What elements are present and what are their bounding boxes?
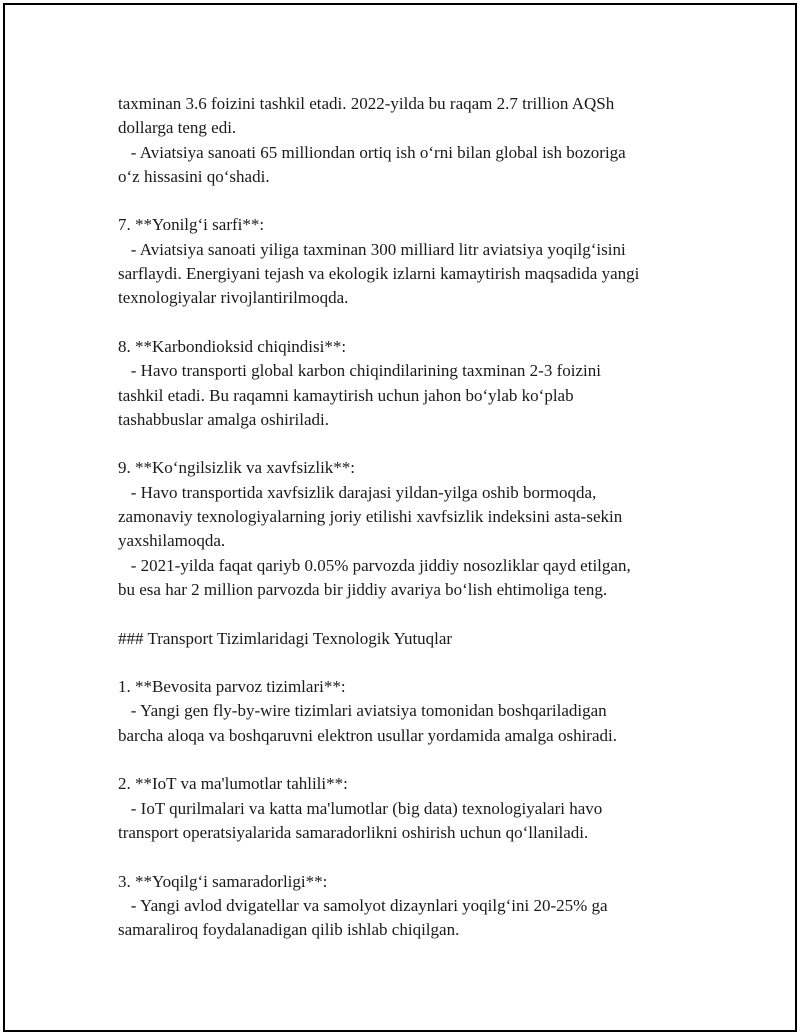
section-heading: 9. **Koʻngilsizlik va xavfsizlik**: — [118, 458, 356, 478]
text-line: tashkil etadi. Bu raqamni kamaytirish uchun jahon boʻylab koʻplab — [118, 385, 574, 405]
text-line: yaxshilamoqda. — [118, 531, 226, 551]
text-line: sarflaydi. Energiyani tejash va ekologik izlarni kamaytirish maqsadida yangi — [118, 264, 640, 284]
text-line: - 2021-yilda faqat qariyb 0.05% parvozda jiddiy nosozliklar qayd etilgan, — [118, 555, 631, 575]
text-line: - Yangi avlod dvigatellar va samolyot dizaynlari yoqilgʻini 20-25% ga — [118, 895, 608, 915]
section-heading: 8. **Karbondioksid chiqindisi**: — [118, 336, 347, 356]
text-line: - Aviatsiya sanoati 65 milliondan ortiq ish oʻrni bilan global ish bozoriga — [118, 142, 626, 162]
text-line: - Aviatsiya sanoati yiliga taxminan 300 milliard litr aviatsiya yoqilgʻisini — [118, 239, 626, 259]
section-heading: 3. **Yoqilgʻi samaradorligi**: — [118, 871, 328, 891]
text-line: barcha aloqa va boshqaruvni elektron usullar yordamida amalga oshiradi. — [118, 725, 617, 745]
text-line: - Havo transportida xavfsizlik darajasi yildan-yilga oshib bormoqda, — [118, 482, 597, 502]
text-line: taxminan 3.6 foizini tashkil etadi. 2022-yilda bu raqam 2.7 trillion AQSh — [118, 94, 615, 113]
blank-line — [118, 602, 718, 626]
text-line: zamonaviy texnologiyalarning joriy etilishi xavfsizlik indeksini asta-sekin — [118, 507, 623, 527]
text-line: transport operatsiyalarida samaradorlikni oshirish uchun qoʻllaniladi. — [118, 822, 589, 842]
document-body — [118, 92, 718, 942]
text-line: bu esa har 2 million parvozda bir jiddiy avariya boʻlish ehtimoliga teng. — [118, 579, 608, 599]
blank-line — [118, 845, 718, 869]
text-line: - Havo transporti global karbon chiqindilarining taxminan 2-3 foizini — [118, 361, 601, 381]
blank-line — [118, 651, 718, 675]
section-heading: 7. **Yonilgʻi sarfi**: — [118, 215, 265, 235]
text-line: oʻz hissasini qoʻshadi. — [118, 166, 270, 186]
text-line: - IoT qurilmalari va katta ma'lumotlar (big data) texnologiyalari havo — [118, 798, 603, 818]
blank-line — [118, 748, 718, 772]
text-line: tashabbuslar amalga oshiriladi. — [118, 409, 330, 429]
text-line: samaraliroq foydalanadigan qilib ishlab chiqilgan. — [118, 920, 460, 940]
blank-line — [118, 311, 718, 335]
text-line: - Yangi gen fly-by-wire tizimlari aviatsiya tomonidan boshqariladigan — [118, 701, 607, 721]
section-heading: 1. **Bevosita parvoz tizimlari**: — [118, 677, 346, 697]
section-heading: 2. **IoT va ma'lumotlar tahlili**: — [118, 774, 348, 794]
text-line: texnologiyalar rivojlantirilmoqda. — [118, 288, 349, 308]
blank-line — [118, 432, 718, 456]
text-line: dollarga teng edi. — [118, 118, 237, 138]
blank-line — [118, 189, 718, 213]
main-heading: ### Transport Tizimlaridagi Texnologik Yutuqlar — [118, 628, 453, 648]
